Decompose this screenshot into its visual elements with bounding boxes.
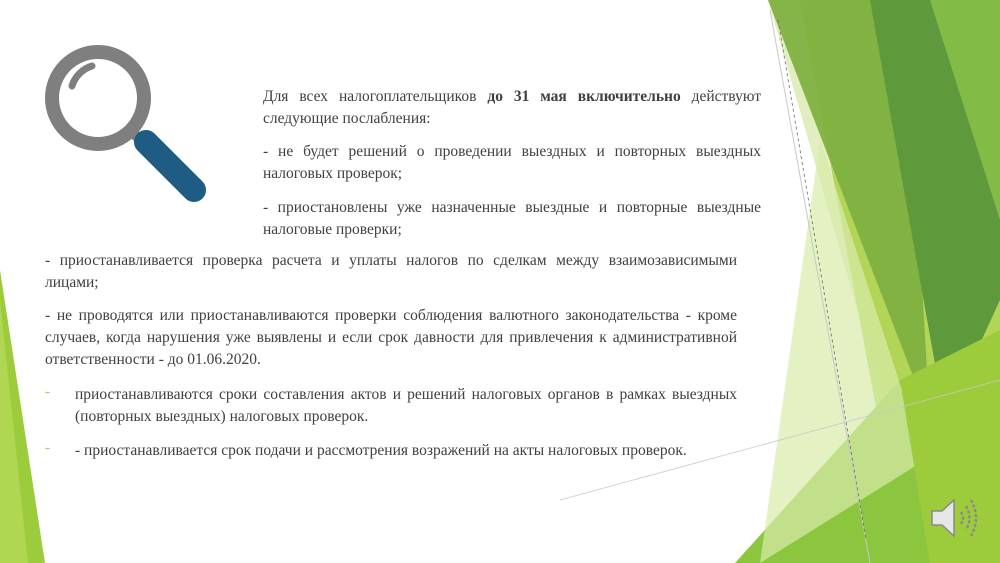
magnifying-glass-icon	[36, 36, 216, 216]
bullet-marker: -	[45, 384, 50, 400]
paragraph-related-parties: - приостанавливается проверка расчета и уплаты налогов по сделкам между взаимозависимыми лицами;	[45, 252, 737, 291]
bullet-marker: -	[45, 440, 50, 456]
paragraph-suspended-audits: - приостановлены уже назначенные выездные и повторные выездные налоговые проверки;	[263, 199, 761, 238]
intro-text-end: действуют следующие послабления:	[263, 88, 761, 127]
speaker-icon[interactable]	[928, 494, 982, 542]
intro-text-start: Для всех налогоплательщиков	[263, 88, 488, 105]
intro-text-bold: до 31 мая включительно	[487, 88, 681, 105]
paragraph-no-decisions: - не будет решений о проведении выездных и повторных выездных налоговых проверок;	[263, 143, 761, 182]
paragraph-objections-deadline: - приостанавливается срок подачи и рассмотрения возражений на акты налоговых проверок.	[75, 442, 687, 459]
paragraph-intro	[263, 86, 761, 130]
paragraph-currency-law: - не проводятся или приостанавливаются проверки соблюдения валютного законодательства - кроме случаев, когда нарушения уже выявлены и если срок давности для привлечения к административной ответственности - до 01.06.2020.	[45, 307, 737, 368]
paragraph-acts-deadlines: приостанавливаются сроки составления актов и решений налоговых органов в рамках выездных (повторных выездных) налоговых проверок.	[75, 386, 737, 425]
